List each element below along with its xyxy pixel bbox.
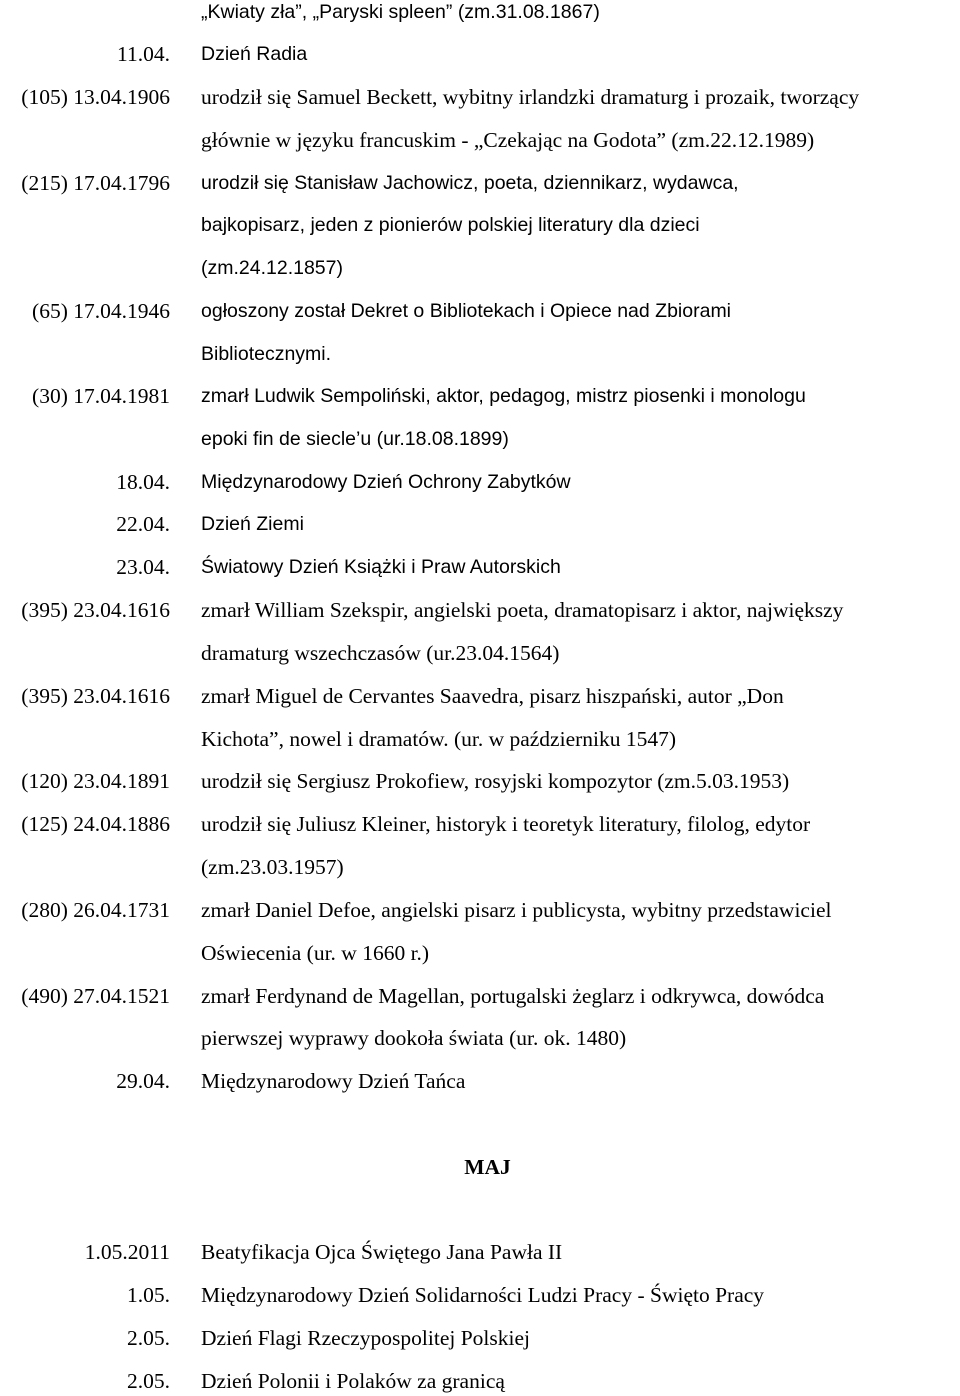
entry-date: 2.05.: [127, 1326, 170, 1350]
entry-text: bajkopisarz, jeden z pionierów polskiej literatury dla dzieci: [201, 214, 700, 236]
entry-text: urodził się Sergiusz Prokofiew, rosyjski kompozytor (zm.5.03.1953): [201, 769, 790, 793]
entry-text: zmarł Daniel Defoe, angielski pisarz i publicysta, wybitny przedstawiciel: [201, 898, 832, 922]
entry-text: urodził się Samuel Beckett, wybitny irlandzki dramaturg i prozaik, tworzący: [201, 85, 860, 109]
entry-date: 1.05.2011: [84, 1240, 170, 1264]
entry-date: (280) 26.04.1731: [21, 898, 170, 922]
entry-text: zmarł Ferdynand de Magellan, portugalski żeglarz i odkrywca, dowódca: [201, 984, 825, 1008]
entry-text: zmarł Miguel de Cervantes Saavedra, pisarz hiszpański, autor „Don: [201, 684, 784, 708]
entry-date: (120) 23.04.1891: [21, 769, 170, 793]
entry-date: (395) 23.04.1616: [21, 684, 170, 708]
entry-text: Dzień Flagi Rzeczypospolitej Polskiej: [201, 1326, 531, 1350]
entry-date: 22.04.: [116, 512, 170, 536]
entry-text: urodził się Juliusz Kleiner, historyk i teoretyk literatury, filolog, edytor: [201, 812, 811, 836]
entry-date: 1.05.: [127, 1283, 170, 1307]
entry-text: Międzynarodowy Dzień Ochrony Zabytków: [201, 471, 571, 493]
entry-date: 11.04.: [117, 42, 170, 66]
entry-date: (65) 17.04.1946: [32, 299, 170, 323]
section-heading-maj: MAJ: [464, 1155, 511, 1179]
entry-text: „Kwiaty zła”, „Paryski spleen” (zm.31.08.1867): [201, 1, 600, 23]
entry-date: (490) 27.04.1521: [21, 984, 170, 1008]
entry-text: zmarł William Szekspir, angielski poeta, dramatopisarz i aktor, największy: [201, 598, 844, 622]
entry-text: Oświecenia (ur. w 1660 r.): [201, 941, 430, 965]
entry-date: (30) 17.04.1981: [32, 384, 170, 408]
entry-text: dramaturg wszechczasów (ur.23.04.1564): [201, 641, 560, 665]
entry-text: Dzień Ziemi: [201, 513, 304, 535]
entry-date: (105) 13.04.1906: [21, 85, 170, 109]
entry-text: Dzień Polonii i Polaków za granicą: [201, 1369, 505, 1393]
entry-text: głównie w języku francuskim - „Czekając na Godota” (zm.22.12.1989): [201, 128, 815, 152]
entry-text: Międzynarodowy Dzień Tańca: [201, 1069, 466, 1093]
entry-date: (395) 23.04.1616: [21, 598, 170, 622]
entry-text: (zm.23.03.1957): [201, 855, 344, 879]
entry-text: zmarł Ludwik Sempoliński, aktor, pedagog, mistrz piosenki i monologu: [201, 385, 806, 407]
entry-text: Bibliotecznymi.: [201, 343, 332, 365]
entry-text: Dzień Radia: [201, 43, 308, 65]
entry-text: pierwszej wyprawy dookoła świata (ur. ok. 1480): [201, 1026, 627, 1050]
entry-date: 29.04.: [116, 1069, 170, 1093]
entry-date: 2.05.: [127, 1369, 170, 1393]
entry-date: 18.04.: [116, 470, 170, 494]
entry-text: ogłoszony został Dekret o Bibliotekach i Opiece nad Zbiorami: [201, 300, 732, 322]
entry-text: Kichota”, nowel i dramatów. (ur. w październiku 1547): [201, 727, 677, 751]
entry-date: 23.04.: [116, 555, 170, 579]
entry-text: urodził się Stanisław Jachowicz, poeta, dziennikarz, wydawca,: [201, 172, 739, 194]
entry-text: Międzynarodowy Dzień Solidarności Ludzi Pracy - Święto Pracy: [201, 1283, 765, 1307]
entry-date: (215) 17.04.1796: [21, 171, 170, 195]
entry-text: Beatyfikacja Ojca Świętego Jana Pawła II: [201, 1240, 563, 1264]
entry-text: (zm.24.12.1857): [201, 257, 343, 279]
entry-text: epoki fin de siecle’u (ur.18.08.1899): [201, 428, 509, 450]
entry-date: (125) 24.04.1886: [21, 812, 170, 836]
entry-text: Światowy Dzień Książki i Praw Autorskich: [201, 556, 561, 578]
